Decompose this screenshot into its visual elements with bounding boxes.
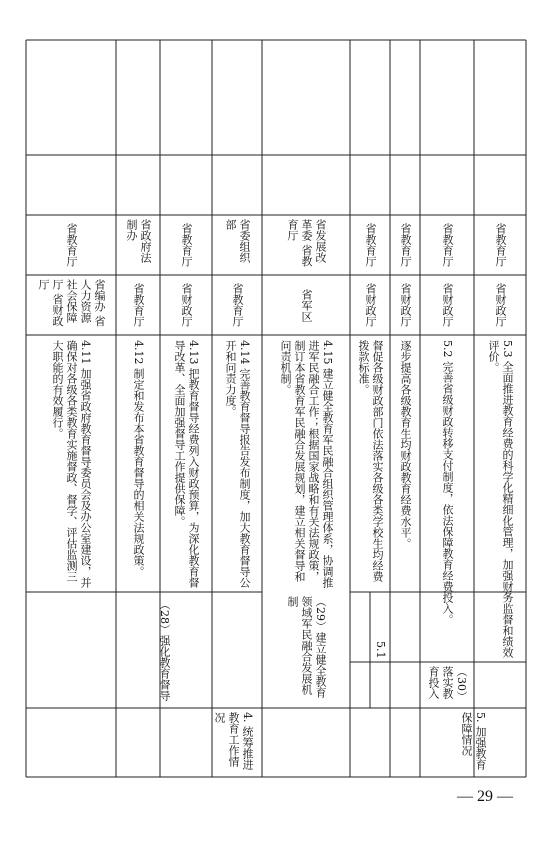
table-row-content: 督促各级财政部门依法落实各级各类学校生均经费拨款标准。 xyxy=(357,340,384,582)
table-row-partner-unit: 省教育厅 xyxy=(180,223,193,267)
table-row-content: 4.15 建立健全教育军民融合组织管理体系，协调推进军民融合工作；根据国家战略和有关法规政策，制订本省教育军民融合发展规划，建立相关督导和问责机制。 xyxy=(279,340,334,588)
table-row-partner-unit: 省发展改革委 省教育厅 xyxy=(286,219,327,267)
sub-item-label: 5.1 xyxy=(374,641,387,659)
table-row-lead-unit: 省财政厅 xyxy=(399,283,412,327)
table-row-partner-unit: 省教育厅 xyxy=(494,223,507,267)
table-row-partner-unit: 省教育厅 xyxy=(65,223,78,267)
page-number: — 29 — xyxy=(457,788,513,805)
table-row-partner-unit: 省教育厅 xyxy=(364,223,377,267)
table-row-lead-unit: 省财政厅 xyxy=(180,283,193,327)
category-label-4: 4. 统筹推进教育工作情况 xyxy=(213,712,254,770)
table-row-content: 4.11 加强省政府教育督导委员会及办公室建设，并确保对各级各类教育实施督政、督学、评估监测三大职能的有效履行。 xyxy=(51,340,92,588)
table-row-partner-unit: 省教育厅 xyxy=(399,223,412,267)
table-row-content: 5.2 完善省级财政转移支付制度，依法保障教育经费投入。 xyxy=(441,340,454,625)
table-row-lead-unit: 省财政厅 xyxy=(441,283,454,327)
table-row-lead-unit: 省教育厅 xyxy=(231,283,244,327)
table-row-content: 4.13 把教育督导经费列入财政预算，为深化教育督导改革、全面加强督导工作提供保障。 xyxy=(173,340,200,588)
table-row-partner-unit: 省教育厅 xyxy=(441,223,454,267)
table-row-content: 4.12 制定和发布本省教育督导的相关法规政策。 xyxy=(132,340,145,577)
table-row-content: 逐步提高各级教育生均财政教育经费水平。 xyxy=(399,340,412,549)
item-label-29: （29）建立健全教育领域军民融合发展机制 xyxy=(286,596,327,698)
table-row-lead-unit: 省教育厅 xyxy=(132,283,145,327)
table-row-content: 5.3 全面推进教育经费的科学化精细化管理，加强财务监督和绩效评价。 xyxy=(487,340,514,658)
table-row-lead-unit: 省编办 省人力资源社会保障厅 省财政厅 xyxy=(37,279,106,327)
table-row-partner-unit: 省政府法制办 xyxy=(125,219,152,263)
table-row-lead-unit: 省军区 xyxy=(300,288,313,322)
category-label-5: 5. 加强教育保障情况 xyxy=(460,712,487,770)
table-row-lead-unit: 省财政厅 xyxy=(364,283,377,327)
table-row-content: 4.14 完善教育督导报告发布制度，加大教育督导公开和问责力度。 xyxy=(224,340,251,588)
table-row-partner-unit: 省委组织部 xyxy=(224,219,251,263)
table-row-lead-unit: 省财政厅 xyxy=(494,283,507,327)
item-label-30: （30）落实教育投入 xyxy=(427,666,468,702)
item-label-28: （28）强化教育督导 xyxy=(158,599,171,701)
